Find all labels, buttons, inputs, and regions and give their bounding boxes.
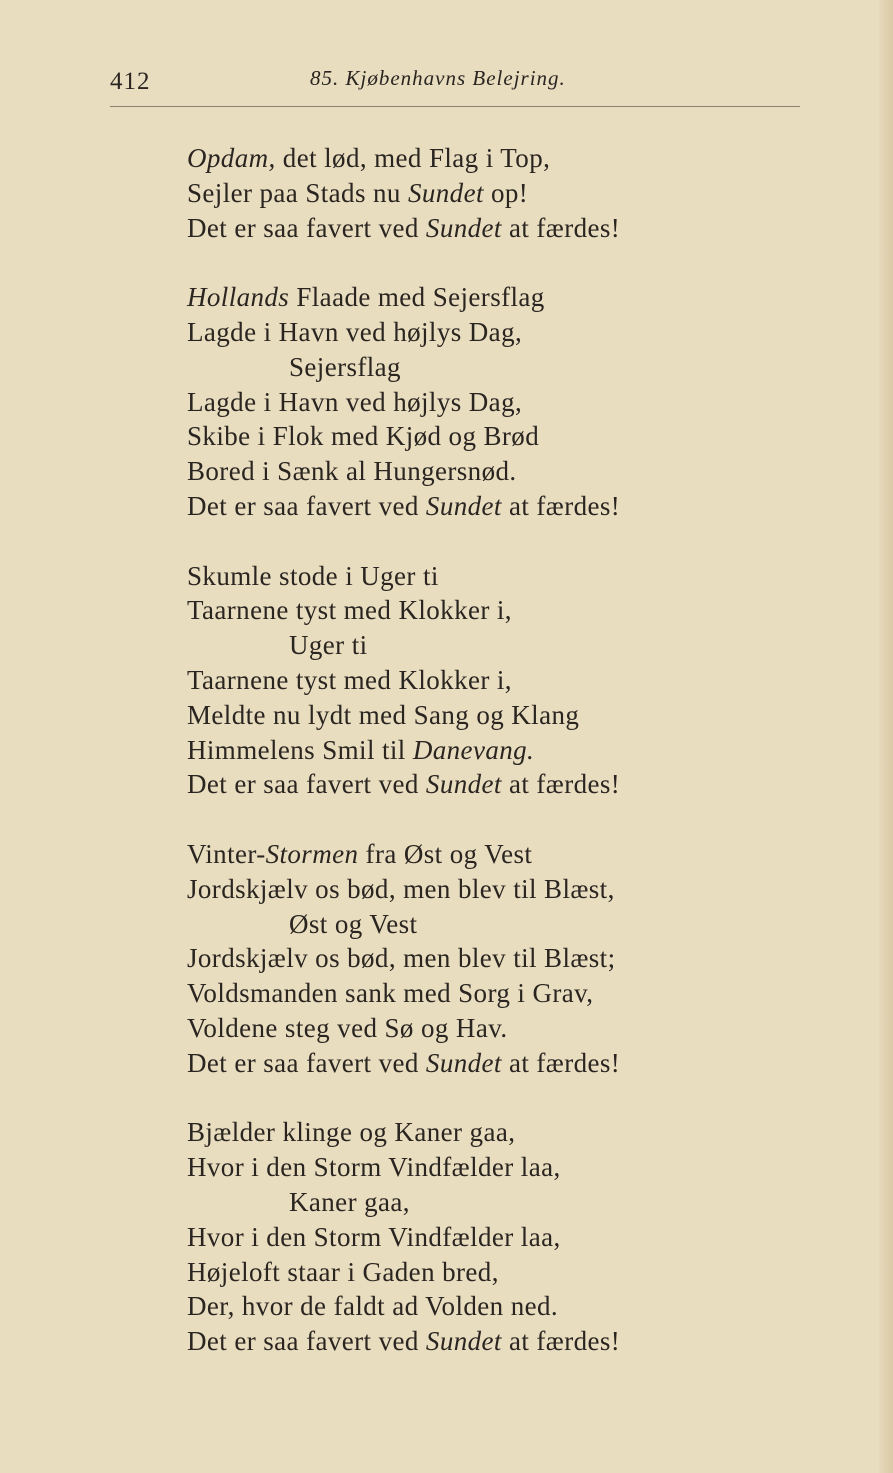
refrain-line: Det er saa favert ved Sundet at færdes! [187,1047,621,1078]
poem-line: Meldte nu lydt med Sang og Klang [187,699,580,730]
poem-line: Bored i Sænk al Hungersnød. [187,456,517,487]
poem-line: Der, hvor de faldt ad Volden ned. [187,1291,559,1322]
poem-line-indented: Uger ti [289,630,368,661]
poem-line: Hollands Flaade med Sejersflag [187,282,545,313]
poem-line: Voldsmanden sank med Sorg i Grav, [187,978,594,1009]
poem-line: Taarnene tyst med Klokker i, [187,664,512,695]
poem-line: Vinter-Stormen fra Øst og Vest [187,838,533,869]
poem-line: Jordskjælv os bød, men blev til Blæst, [187,873,615,904]
refrain-line: Det er saa favert ved Sundet at færdes! [187,212,621,243]
poem-line: Lagde i Havn ved højlys Dag, [187,386,523,417]
refrain-line: Det er saa favert ved Sundet at færdes! [187,490,621,521]
poem-line: Taarnene tyst med Klokker i, [187,595,512,626]
refrain-line: Det er saa favert ved Sundet at færdes! [187,769,621,800]
poem-line: Sejler paa Stads nu Sundet op! [187,177,529,208]
poem-line: Opdam, det lød, med Flag i Top, [187,143,551,173]
poem-line: Jordskjælv os bød, men blev til Blæst; [187,943,616,974]
poem-line: Lagde i Havn ved højlys Dag, [187,316,523,347]
poem-line: Skumle stode i Uger ti [187,560,439,591]
page-number: 412 [110,68,151,95]
poem-line: Hvor i den Storm Vindfælder laa, [187,1221,561,1252]
header-title: 85. Kjøbenhavns Belejring. [310,66,566,90]
refrain-line: Det er saa favert ved Sundet at færdes! [187,1326,621,1357]
poem-line-indented: Øst og Vest [289,908,418,939]
poem-line: Højeloft staar i Gaden bred, [187,1256,499,1287]
header-rule [110,106,800,107]
poem-line: Hvor i den Storm Vindfælder laa, [187,1152,561,1183]
poem-line-indented: Kaner gaa, [289,1186,410,1217]
running-head [110,60,800,100]
poem-line-indented: Sejersflag [289,351,401,382]
poem-line: Skibe i Flok med Kjød og Brød [187,421,540,452]
poem-line: Bjælder klinge og Kaner gaa, [187,1117,516,1148]
poem-line: Voldene steg ved Sø og Hav. [187,1012,508,1043]
poem-line: Himmelens Smil til Danevang. [187,734,535,765]
page-edge [879,0,893,1473]
poem-body [187,141,807,1359]
